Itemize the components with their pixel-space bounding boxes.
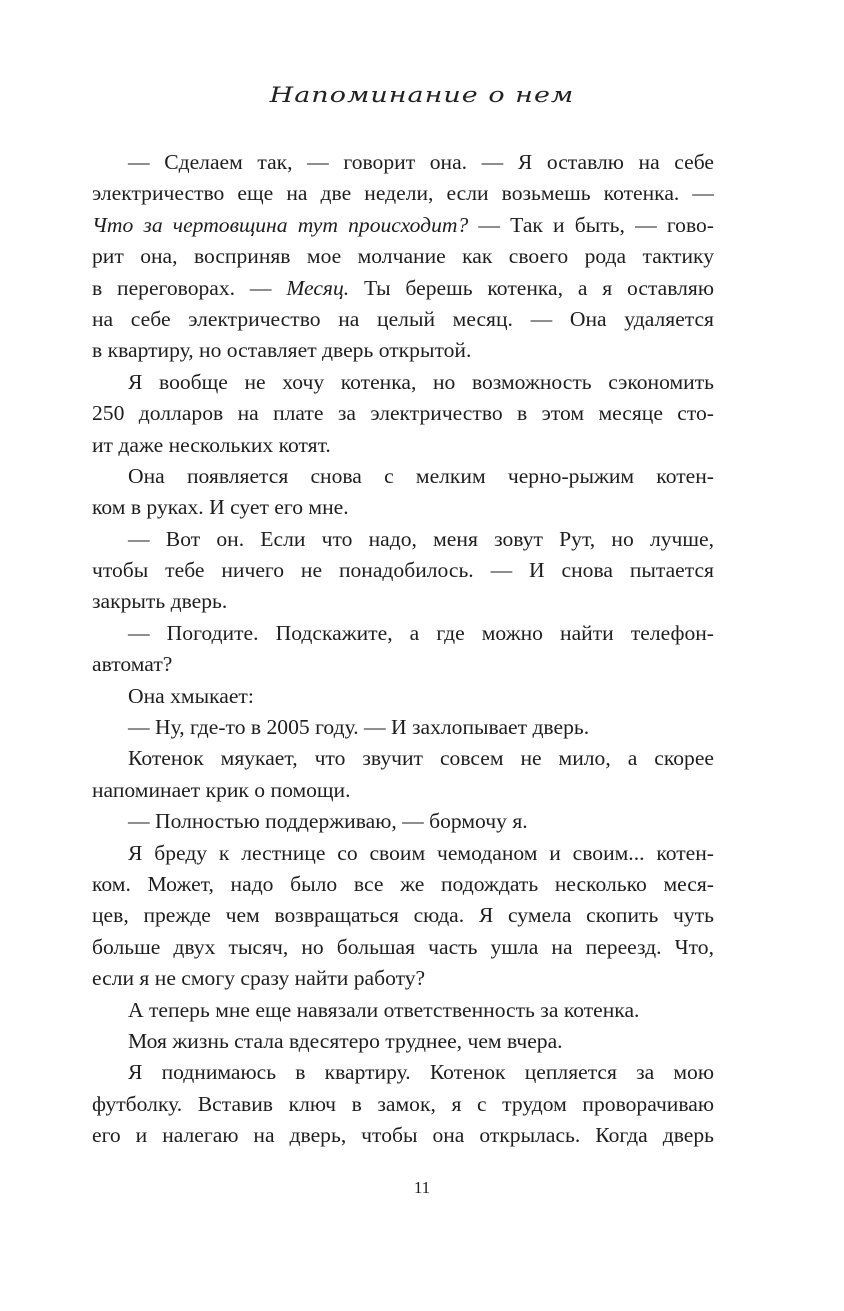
text-line: в квартиру, но оставляет дверь открытой. [92,338,472,363]
text-line: — Полностью поддерживаю, — бормочу я. [128,809,528,834]
text-line: на себе электричество на целый месяц. — Она удаляется [92,306,714,331]
text-line: 250 долларов на плате за электричество в этом месяце сто- [92,401,714,426]
running-head-title: Напоминание о нем [269,83,575,108]
text-line: Она появляется снова с мелким черно-рыжим котен- [128,463,714,488]
text-line: А теперь мне еще навязали ответственность за котенка. [128,997,640,1022]
text-line: — Сделаем так, — говорит она. — Я оставлю на себе [128,150,714,174]
text-line: Котенок мяукает, что звучит совсем не мило, а скорее [128,746,714,771]
text-line: рит она, восприняв мое молчание как своего рода тактику [92,244,714,269]
text-line [92,210,714,241]
text-line: если я не смогу сразу найти работу? [92,966,426,991]
body-text [92,147,714,1152]
text-line: электричество еще на две недели, если возьмешь котенка. — [92,181,714,206]
running-head [0,80,844,111]
text-line: — Ну, где-то в 2005 году. — И захлопывает дверь. [128,715,590,740]
text-line: Я вообще не хочу котенка, но возможность сэкономить [128,369,714,394]
italic-thought: Что за чертовщина тут происходит? [92,212,469,237]
text-span: Ты берешь котенка, а я оставляю [349,275,714,300]
text-line: — Погодите. Подскажите, а где можно найти телефон- [128,620,714,645]
text-line: его и налегаю на дверь, чтобы она открылась. Когда дверь [92,1123,714,1148]
text-line: ком. Может, надо было все же подождать несколько меся- [92,871,714,896]
text-line: напоминает крик о помощи. [92,777,351,802]
text-line: цев, прежде чем возвращаться сюда. Я сумела скопить чуть [92,903,714,928]
text-line: Я поднимаюсь в квартиру. Котенок цепляется за мою [128,1060,714,1085]
text-line [92,273,714,304]
text-line: ит даже нескольких котят. [92,432,331,457]
text-span: — Так и быть, — гово- [468,212,714,237]
text-line: Я бреду к лестнице со своим чемоданом и своим... котен- [128,840,714,865]
page-number: 11 [413,1178,431,1197]
text-line: больше двух тысяч, но большая часть ушла на переезд. Что, [92,934,714,959]
text-line: закрыть дверь. [92,589,228,614]
text-line: автомат? [92,652,173,677]
text-line: — Вот он. Если что надо, меня зовут Рут, но лучше, [128,526,714,551]
text-span: в переговорах. — [92,275,287,300]
text-line: ком в руках. И сует его мне. [92,495,349,520]
text-line: футболку. Вставив ключ в замок, я с трудом проворачиваю [92,1091,714,1116]
italic-word: Месяц. [286,275,350,300]
text-line: Она хмыкает: [128,683,254,708]
text-line: Моя жизнь стала вдесятеро труднее, чем вчера. [128,1028,563,1053]
text-line: чтобы тебе ничего не понадобилось. — И снова пытается [92,558,714,583]
